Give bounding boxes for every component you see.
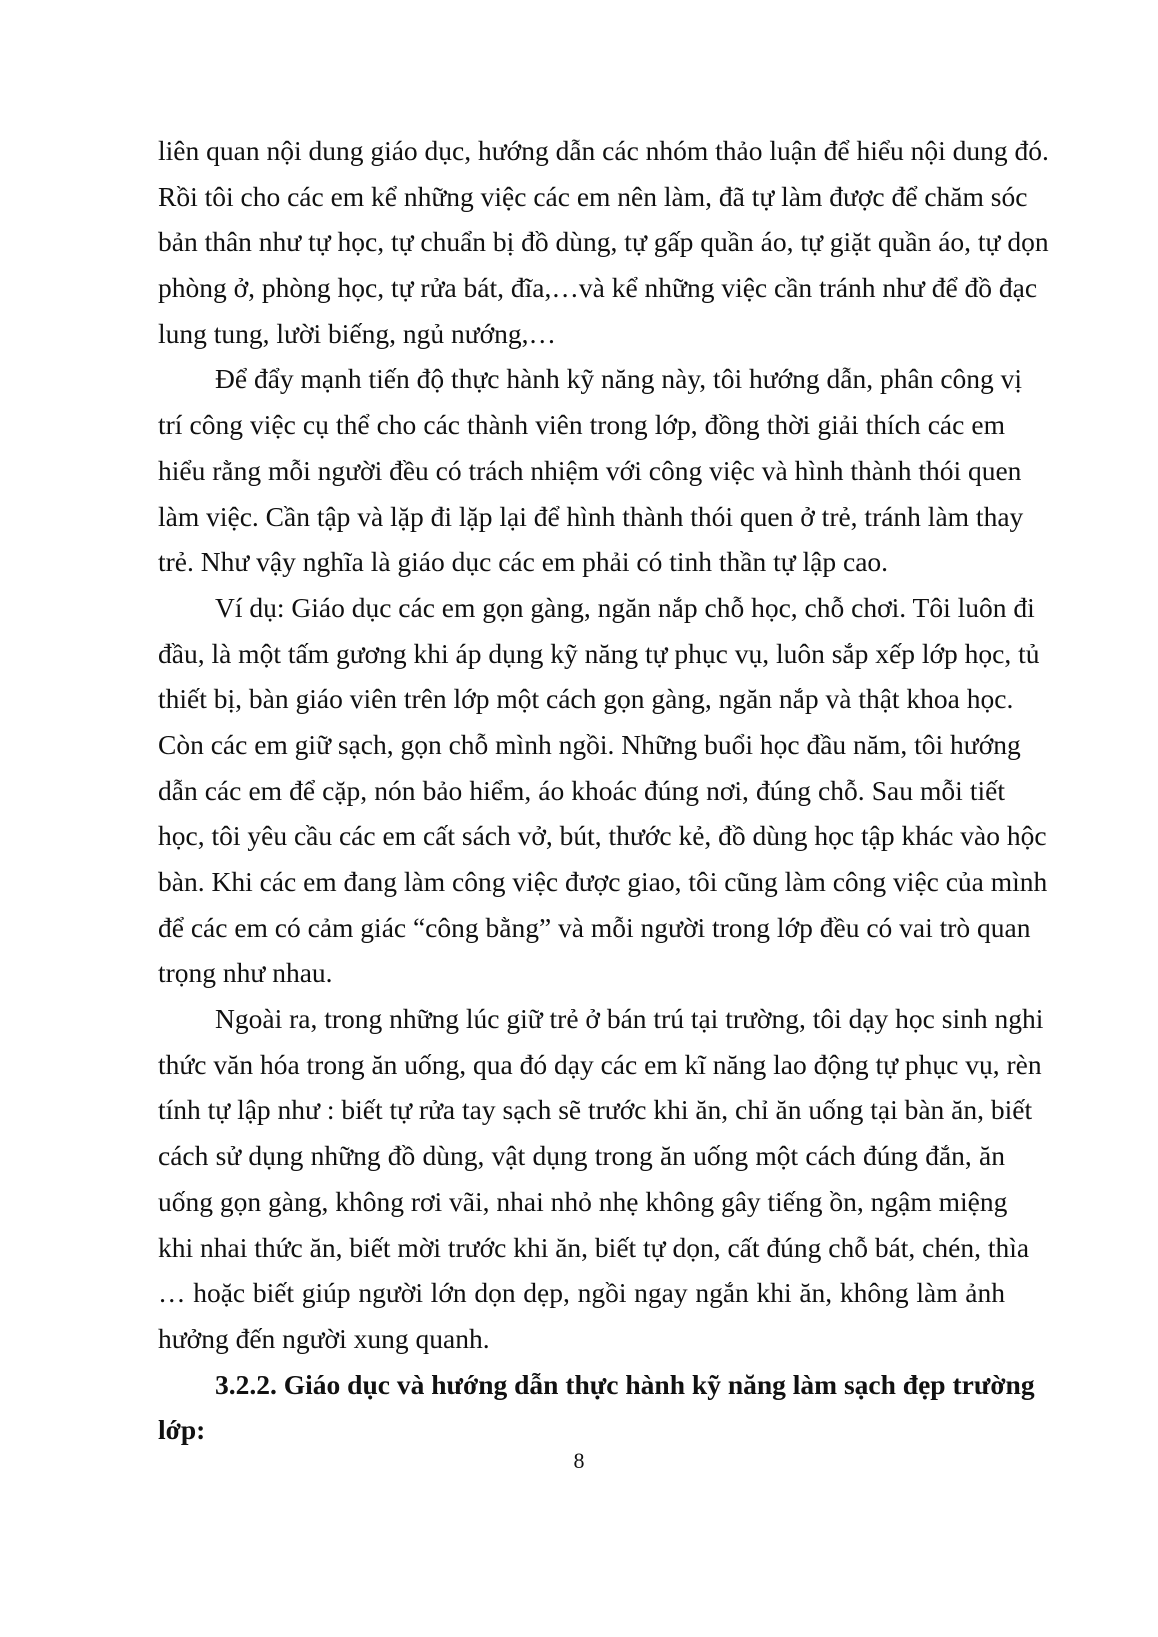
paragraph-line: bàn. Khi các em đang làm công việc được giao, tôi cũng làm công việc của mình [158,866,1048,897]
heading-line: lớp: [158,1414,206,1446]
page-number: 8 [573,1448,585,1473]
paragraph-line: Để đẩy mạnh tiến độ thực hành kỹ năng này, tôi hướng dẫn, phân công vị [215,363,1023,395]
paragraph-line: trọng như nhau. [158,957,333,989]
paragraph-line: Ví dụ: Giáo dục các em gọn gàng, ngăn nắp chỗ học, chỗ chơi. Tôi luôn đi [215,591,1035,623]
paragraph-line: dẫn các em để cặp, nón bảo hiểm, áo khoác đúng nơi, đúng chỗ. Sau mỗi tiết [158,774,1005,806]
paragraph-line: học, tôi yêu cầu các em cất sách vở, bút, thước kẻ, đồ dùng học tập khác vào hộc [158,820,1047,852]
paragraph-line: khi nhai thức ăn, biết mời trước khi ăn, biết tự dọn, cất đúng chỗ bát, chén, thìa [158,1231,1030,1263]
paragraph-line: lung tung, lười biếng, ngủ nướng,… [158,317,557,349]
paragraph-line: thiết bị, bàn giáo viên trên lớp một cách gọn gàng, ngăn nắp và thật khoa học. [158,683,1014,715]
paragraph-4 [158,996,1044,1362]
paragraph-line: trí công việc cụ thể cho các thành viên trong lớp, đồng thời giải thích các em [158,409,1005,441]
section-heading [158,1362,1035,1453]
paragraph-line: … hoặc biết giúp người lớn dọn dẹp, ngồi ngay ngắn khi ăn, không làm ảnh [158,1277,1005,1309]
paragraph-line: Rồi tôi cho các em kể những việc các em nên làm, đã tự làm được để chăm sóc [158,180,1028,212]
paragraph-line: phòng ở, phòng học, tự rửa bát, đĩa,…và kể những việc cần tránh như để đồ đạc [158,272,1038,304]
paragraph-line: Ngoài ra, trong những lúc giữ trẻ ở bán trú tại trường, tôi dạy học sinh nghi [215,1003,1044,1035]
paragraph-line: hiểu rằng mỗi người đều có trách nhiệm với công việc và hình thành thói quen [158,454,1022,486]
paragraph-1 [158,128,1049,356]
paragraph-line: liên quan nội dung giáo dục, hướng dẫn các nhóm thảo luận để hiểu nội dung đó. [158,135,1049,166]
paragraph-line: Còn các em giữ sạch, gọn chỗ mình ngồi. Những buổi học đầu năm, tôi hướng [158,728,1021,760]
paragraph-line: tính tự lập như : biết tự rửa tay sạch sẽ trước khi ăn, chỉ ăn uống tại bàn ăn, biết [158,1094,1033,1126]
paragraph-line: uống gọn gàng, không rơi vãi, nhai nhỏ nhẹ không gây tiếng ồn, ngậm miệng [158,1185,1008,1217]
paragraph-line: trẻ. Như vậy nghĩa là giáo dục các em phải có tinh thần tự lập cao. [158,546,889,578]
paragraph-line: làm việc. Cần tập và lặp đi lặp lại để hình thành thói quen ở trẻ, tránh làm thay [158,500,1024,532]
paragraph-2 [158,356,1024,584]
paragraph-line: thức văn hóa trong ăn uống, qua đó dạy các em kĩ năng lao động tự phục vụ, rèn [158,1048,1042,1080]
document-page [158,128,1049,1453]
paragraph-line: bản thân như tự học, tự chuẩn bị đồ dùng, tự gấp quần áo, tự giặt quần áo, tự dọn [158,226,1049,258]
paragraph-3 [158,585,1048,996]
paragraph-line: đầu, là một tấm gương khi áp dụng kỹ năng tự phục vụ, luôn sắp xếp lớp học, tủ [158,637,1040,669]
paragraph-line: để các em có cảm giác “công bằng” và mỗi người trong lớp đều có vai trò quan [158,911,1031,943]
paragraph-line: cách sử dụng những đồ dùng, vật dụng trong ăn uống một cách đúng đắn, ăn [158,1140,1005,1172]
paragraph-line: hưởng đến người xung quanh. [158,1322,490,1354]
heading-line: 3.2.2. Giáo dục và hướng dẫn thực hành kỹ năng làm sạch đẹp trường [215,1368,1035,1400]
